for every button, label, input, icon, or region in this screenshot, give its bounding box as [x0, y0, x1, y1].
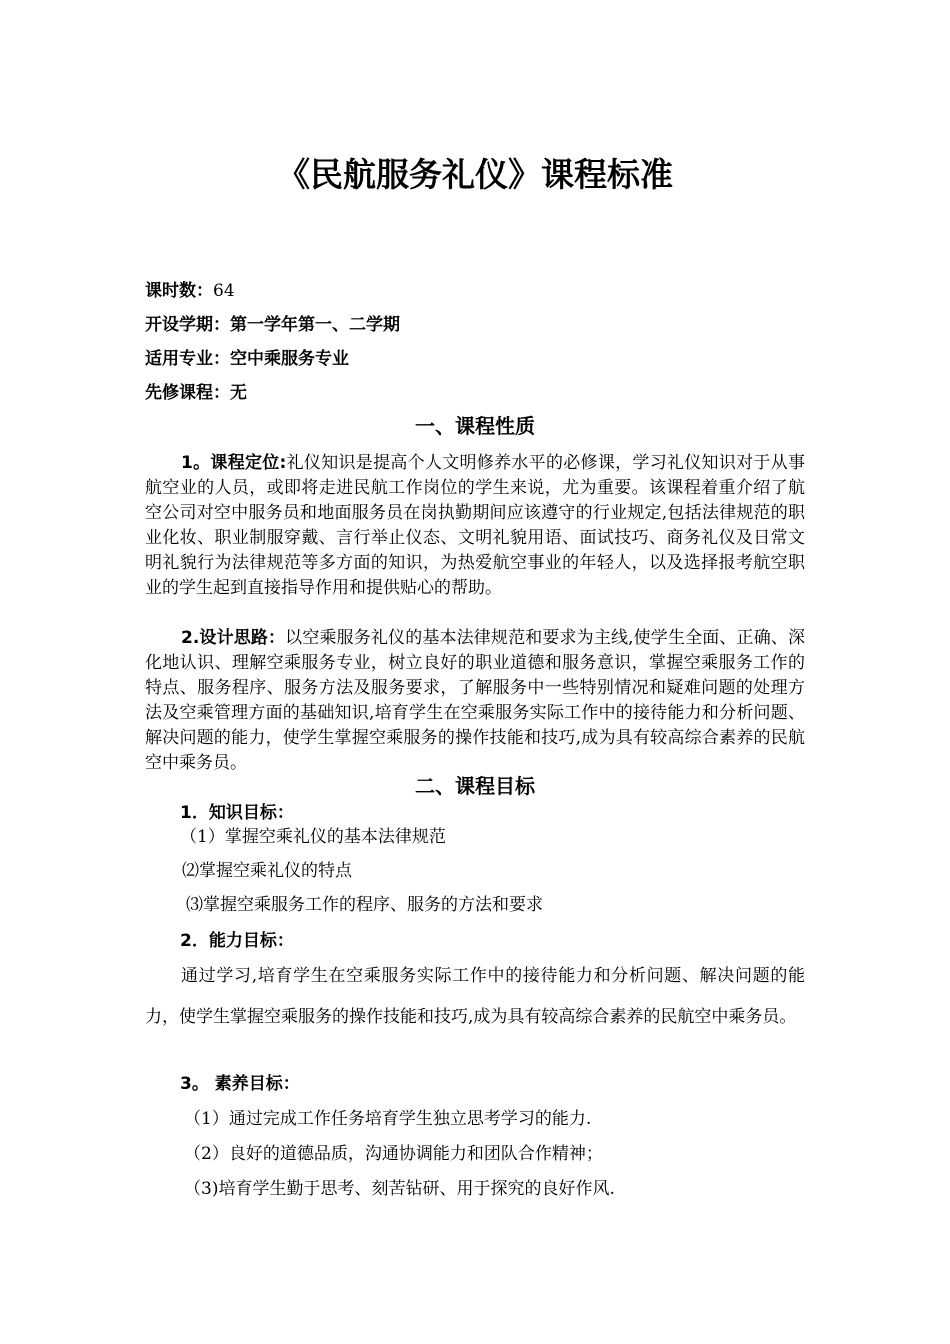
- meta-major: [145, 347, 349, 371]
- paragraph-lead: 2.设计思路：: [181, 628, 286, 648]
- subheading-ability-goals: 2．能力目标：: [180, 931, 294, 951]
- paragraph-ability-goals: 通过学习,培育学生在空乘服务实际工作中的接待能力和分析问题、解决问题的能力，使学生掌握空乘服务的操作技能和技巧,成为具有较高综合素养的民航空中乘务员。: [145, 966, 805, 1027]
- meta-key: 课时数：: [145, 281, 213, 301]
- subheading-knowledge-goals: 1．知识目标：: [180, 803, 294, 823]
- meta-value: 64: [213, 281, 235, 301]
- list-item: ⑵掌握空乘礼仪的特点: [182, 861, 352, 881]
- paragraph-text: 以空乘服务礼仪的基本法律规范和要求为主线,使学生全面、正确、深化地认识、理解空乘服务专业，树立良好的职业道德和服务意识，掌握空乘服务工作的特点、服务程序、服务方法及服务要求，了解服务中一些特别情况和疑难问题的处理方法及空乘管理方面的基础知识,培育学生在空乘服务实际工作中的接待能力和分析问题、解决问题的能力，使学生掌握空乘服务的操作技能和技巧,成为具有较高综合素养的民航空中乘务员。: [145, 628, 805, 773]
- paragraph-course-positioning: [145, 451, 805, 601]
- paragraph-text: 礼仪知识是提高个人文明修养水平的必修课，学习礼仪知识对于从事航空业的人员，或即将走进民航工作岗位的学生来说，尤为重要。该课程着重介绍了航空公司对空中服务员和地面服务员在岗执勤期间应该遵守的行业规定,包括法律规范的职业化妆、职业制服穿戴、言行举止仪态、文明礼貌用语、面试技巧、商务礼仪及日常文明礼貌行为法律规范等多方面的知识，为热爱航空事业的年轻人，以及选择报考航空职业的学生起到直接指导作用和提供贴心的帮助。: [145, 453, 805, 598]
- document-title: 《民航服务礼仪》课程标准: [277, 155, 673, 194]
- list-item: （3)培育学生勤于思考、刻苦钻研、用于探究的良好作风.: [184, 1179, 615, 1199]
- meta-value: 空中乘服务专业: [230, 349, 349, 369]
- list-item: ⑶掌握空乘服务工作的程序、服务的方法和要求: [186, 895, 543, 915]
- subheading-quality-goals: 3。 素养目标：: [180, 1074, 300, 1094]
- meta-prerequisite: [145, 381, 247, 405]
- meta-hours: [145, 279, 235, 303]
- meta-key: 适用专业：: [145, 349, 230, 369]
- meta-value: 第一学年第一、二学期: [230, 315, 400, 335]
- list-item: （1）通过完成工作任务培育学生独立思考学习的能力.: [184, 1109, 592, 1129]
- section-heading-course-nature: 一、课程性质: [415, 414, 535, 438]
- list-item: （2）良好的道德品质，沟通协调能力和团队合作精神；: [184, 1144, 603, 1164]
- meta-semester: [145, 313, 400, 337]
- list-item: （1）掌握空乘礼仪的基本法律规范: [180, 827, 446, 847]
- paragraph-lead: 1。课程定位:: [181, 453, 287, 473]
- meta-key: 开设学期：: [145, 315, 230, 335]
- paragraph-design-idea: [145, 626, 805, 776]
- meta-value: 无: [230, 383, 247, 403]
- meta-key: 先修课程：: [145, 383, 230, 403]
- section-heading-course-goals: 二、课程目标: [415, 774, 535, 798]
